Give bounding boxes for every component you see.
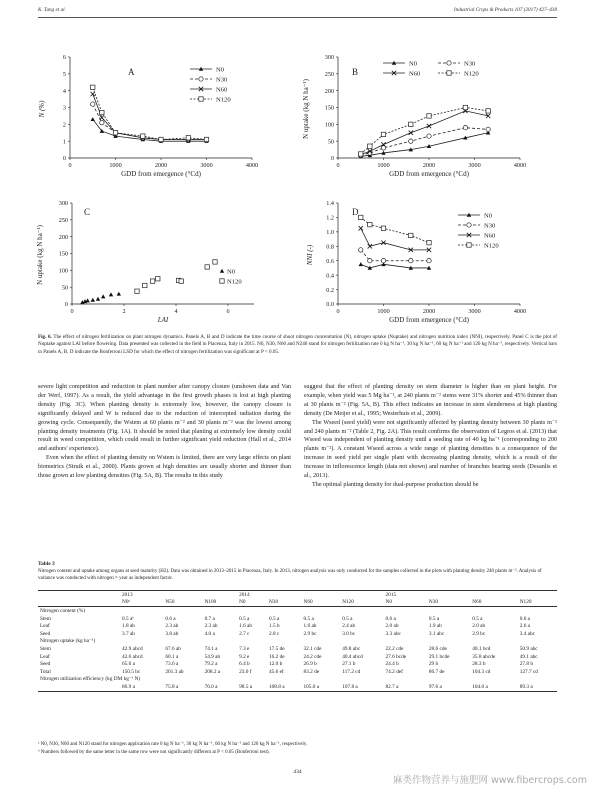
data-point-n120 xyxy=(463,105,467,109)
data-point-n30 xyxy=(409,259,413,263)
table-cell: 49.8 abc xyxy=(342,645,361,652)
table-cell: 73.6 a xyxy=(165,661,179,668)
x-tick-label: 2000 xyxy=(422,308,436,315)
table-cell: 2014 xyxy=(237,591,383,599)
data-point-n120 xyxy=(113,131,117,135)
table-cell: 0.5 a xyxy=(472,615,483,622)
table-section-row xyxy=(38,638,557,646)
table-cell: N30 xyxy=(428,599,438,606)
table-cell: 75.8 a xyxy=(165,683,179,690)
y-tick-label: 150 xyxy=(324,104,334,112)
y-tick-label: 150 xyxy=(58,250,68,258)
table-cell: 6.4 b xyxy=(239,661,250,668)
table-row xyxy=(38,630,557,638)
table-cell: 3.8 ab xyxy=(165,630,179,637)
y-tick-label: 1.2 xyxy=(326,214,334,222)
table-cell: 2.7 c xyxy=(239,630,250,637)
legend-marker xyxy=(447,71,451,75)
table-cell: 32.1 cde xyxy=(303,645,322,652)
series-line-n60 xyxy=(361,228,429,250)
legend-label: N120 xyxy=(464,70,479,78)
table-cell: 104.3 cd xyxy=(472,668,491,675)
legend-label: N30 xyxy=(216,76,228,84)
table-cell: 28.6 cde xyxy=(428,645,447,652)
x-tick-label: 2000 xyxy=(422,162,436,169)
y-tick-label: 300 xyxy=(58,200,68,208)
data-point-n0 xyxy=(91,298,95,302)
table-cell: 0.6 a xyxy=(165,615,176,622)
table-row xyxy=(38,683,557,691)
table-cell: 89.3 a xyxy=(519,683,533,690)
legend-label: N0 xyxy=(216,66,225,74)
y-tick-label: 0.4 xyxy=(326,272,334,280)
table-cell: Leaf xyxy=(40,623,50,630)
table-cell: 29 b xyxy=(428,661,439,668)
table-cell: 3.7 ab xyxy=(122,630,135,637)
table-cell: 35.8 abcde xyxy=(472,653,496,660)
y-tick-label: 200 xyxy=(58,233,68,241)
table-cell: 98.5 a xyxy=(239,683,253,690)
table-cell: 0.5 a xyxy=(303,615,314,622)
table-cell: 2.6 a xyxy=(519,623,531,630)
data-point-n120 xyxy=(156,277,160,281)
figure-caption xyxy=(38,334,557,356)
table-footnote-b: ᵇ Numbers followed by the same letter in the same row were not significantly different at P < 0.05 (Bonferroni test). xyxy=(38,750,270,755)
legend xyxy=(383,60,479,77)
table-cell: Nitrogen content (%) xyxy=(40,607,86,614)
data-point-n30 xyxy=(427,134,431,138)
data-point-n0 xyxy=(101,294,105,298)
data-point-n120 xyxy=(359,215,363,219)
watermark: 麻类作物营养与施肥网 www.fibercrops.com xyxy=(392,775,587,786)
table-caption: Nitrogen content and uptake among organs at seed maturity (H2). Data was obtained in 2013–2015 in Piacenza, Italy. In 2013, nitrogen analysis was only conducted for the samples collected in the plots with planting density 240 plants m⁻². Analysis of variance was conducted with nitrogen × year as independent factor. xyxy=(38,569,542,581)
table-cell: Total xyxy=(40,668,51,675)
x-tick-label: 3000 xyxy=(468,308,481,315)
paragraph: suggest that the effect of planting density on stem diameter is higher than on plant height. For example, when yield was 5 Mg ha⁻¹, at 240 plants m⁻² stems were 31% shorter and 45% thinner than at 30 plants m⁻² (Fig. 5A, B). This effect indicates an increase in stem slenderness at high planting density (De Meijer et al., 1995; Westerhuis et al., 2009). xyxy=(304,384,557,417)
data-point-n0 xyxy=(359,262,363,266)
table-cell: 105.0 a xyxy=(303,683,320,690)
x-tick-label: 3000 xyxy=(200,162,213,169)
y-tick-label: 1 xyxy=(62,138,66,146)
series-line-n0 xyxy=(361,133,488,157)
y-tick-label: 1.4 xyxy=(326,200,334,208)
data-point-n120 xyxy=(213,260,217,264)
table-cell: 27.6 bcde xyxy=(385,653,407,660)
x-tick-label: 6 xyxy=(226,308,230,315)
table-cell xyxy=(38,599,120,607)
table-cell: Seed xyxy=(40,661,51,668)
table-section-row xyxy=(38,607,557,615)
x-tick-label: 4000 xyxy=(513,162,527,169)
y-tick-label: 2 xyxy=(62,121,66,129)
x-tick-label: 3000 xyxy=(468,162,481,169)
data-point-n120 xyxy=(368,222,372,226)
table-cell: 74.2 def xyxy=(385,668,403,675)
table-cell: N0ᵃ xyxy=(122,599,130,606)
data-point-n120 xyxy=(427,240,431,244)
legend xyxy=(190,66,231,103)
table-cell: 2.0 ab xyxy=(385,623,399,630)
table-cell: 12.0 b xyxy=(268,661,283,668)
data-point-n0 xyxy=(85,298,89,302)
y-tick-label: 250 xyxy=(324,71,334,79)
data-point-n120 xyxy=(186,136,190,140)
table-row xyxy=(38,668,557,676)
x-tick-label: 4 xyxy=(174,308,178,315)
series-line-n120 xyxy=(361,217,429,242)
body-column-right xyxy=(304,383,557,490)
table-cell: 2.0 ab xyxy=(472,623,486,630)
legend-marker xyxy=(447,61,451,65)
figure-panel-c xyxy=(36,200,287,329)
table-cell: 83.2 de xyxy=(303,668,320,675)
legend-label: N0 xyxy=(409,60,418,68)
data-point-n120 xyxy=(135,289,139,293)
body-column-left xyxy=(38,383,291,481)
y-tick-label: 3 xyxy=(62,104,66,112)
table-cell: 2015 xyxy=(384,591,557,599)
legend-label: N60 xyxy=(409,70,421,78)
table-cell: 40.4 abcd xyxy=(342,653,363,660)
series-line-n0 xyxy=(361,264,429,268)
x-axis-label: GDD from emergence (°Cd) xyxy=(389,170,469,178)
table-cell: 24.4 b xyxy=(385,661,399,668)
legend-marker xyxy=(220,269,224,273)
data-point-n60 xyxy=(409,131,413,135)
data-point-n30 xyxy=(368,259,372,263)
series-line-n60 xyxy=(361,111,488,155)
table-cell: Nitrogen uptake (kg ha⁻¹) xyxy=(40,638,96,645)
table-cell: 76.0 a xyxy=(204,683,218,690)
data-point-n120 xyxy=(179,279,183,283)
table-section-row xyxy=(38,676,557,684)
legend-label: N120 xyxy=(484,242,499,250)
table-cell: 45.6 ef xyxy=(268,668,284,675)
table-title: Table 3 xyxy=(38,561,55,567)
data-point-n30 xyxy=(486,127,490,131)
panel-d-y-axis-label: NNI (-) xyxy=(306,244,314,266)
data-table xyxy=(38,590,557,692)
data-point-n0 xyxy=(109,292,113,296)
x-tick-label: 1000 xyxy=(109,162,122,169)
table-cell: 17.5 de xyxy=(268,645,285,652)
table-header-row xyxy=(38,599,557,607)
table-cell: 3.0 bc xyxy=(342,630,356,637)
y-tick-label: 100 xyxy=(58,267,68,275)
y-tick-label: 0.2 xyxy=(326,286,334,294)
table-cell: 7.3 e xyxy=(239,645,250,652)
table-cell: 28.3 b xyxy=(472,661,486,668)
y-tick-label: 0 xyxy=(330,155,334,163)
data-point-n120 xyxy=(150,279,154,283)
panel-c-letter: C xyxy=(84,207,91,217)
x-tick-label: 0 xyxy=(68,162,72,169)
y-tick-label: 0 xyxy=(62,155,66,163)
legend-label: N60 xyxy=(216,86,228,94)
y-tick-label: 6 xyxy=(62,54,66,62)
table-cell: 1.6 ab xyxy=(303,623,317,630)
y-tick-label: 200 xyxy=(324,87,334,95)
table-cell: 201.3 ab xyxy=(165,668,184,675)
figure-panel-d xyxy=(306,200,553,329)
table-cell: N100 xyxy=(204,599,217,606)
running-header-authors: K. Tang et al. xyxy=(38,7,66,13)
table-cell: 42.9 abcd xyxy=(122,645,143,652)
table-cell: 2.3 ab xyxy=(204,623,218,630)
series-line-n60 xyxy=(93,94,207,139)
table-cell: 0.5 a xyxy=(239,615,250,622)
table-cell: 0.7 a xyxy=(204,615,215,622)
table-cell: N120 xyxy=(519,599,532,606)
table-cell: 60.1 a xyxy=(165,653,179,660)
table-cell: 2.3 ab xyxy=(165,623,179,630)
x-axis-label: LAI xyxy=(157,316,169,324)
table-cell: 86.9 a xyxy=(122,683,135,690)
table-cell: 27.1 b xyxy=(342,661,356,668)
table-cell: 1.9 ab xyxy=(428,623,442,630)
table-cell: 24.2 cde xyxy=(303,653,322,660)
data-point-n0 xyxy=(117,292,121,296)
running-header-journal: Industrial Crops & Products 107 (2017) 427–438 xyxy=(453,7,557,13)
table-cell: 9.2 e xyxy=(239,653,250,660)
table-cell: 27.8 b xyxy=(519,661,533,668)
table-cell: N120 xyxy=(342,599,354,606)
data-point-n30 xyxy=(359,248,363,252)
data-point-n120 xyxy=(204,137,208,141)
paragraph: severe light competition and reduction in plant number after canopy closure (unshown data and Van der Werf, 1997). As a result, the yield advantage in the first growth phases is lost at high planting density (Fig. 3C). When planting density is extremely low, however, the canopy closure is significantly delayed and W is reduced due to the reduction of intercepted radiation during the growing cycle. Consequently, the Wstem at 60 plants m⁻² and 30 plants m⁻² was the lowest among planting density treatments (Fig. 1A). It should be noted that planting at extremely low density could result in weed competition, which could result in further significant yield reduction (Hall et al., 2014 and authors' experience). xyxy=(38,384,291,453)
table-cell: 65.0 a xyxy=(122,661,135,668)
y-tick-label: 250 xyxy=(58,217,68,225)
panel-b-letter: B xyxy=(352,67,359,77)
table-row xyxy=(38,653,557,661)
legend-marker xyxy=(220,279,224,283)
table-cell: Stem xyxy=(40,615,51,622)
table-cell: 49.1 abc xyxy=(519,653,538,660)
data-point-n30 xyxy=(463,126,467,130)
legend-label: N120 xyxy=(216,96,231,104)
table-cell xyxy=(38,683,120,691)
table-cell: N0 xyxy=(385,599,393,606)
legend-label: N0 xyxy=(484,212,493,220)
table-cell: 2.9 bc xyxy=(303,630,317,637)
y-tick-label: 300 xyxy=(324,54,334,62)
table-cell: 1.5 b xyxy=(268,623,280,630)
table-cell: 2.8 c xyxy=(268,630,280,637)
table-cell: 2.4 ab xyxy=(342,623,356,630)
data-point-n120 xyxy=(359,152,363,156)
legend xyxy=(458,212,499,249)
table-cell: 50.9 abc xyxy=(519,645,538,652)
header-rule xyxy=(38,17,557,18)
y-tick-label: 100 xyxy=(324,121,334,129)
y-tick-label: 0 xyxy=(64,301,68,309)
y-tick-label: 50 xyxy=(327,138,334,146)
x-axis-label: GDD from emergence (°Cd) xyxy=(389,316,469,324)
figure-panel-a xyxy=(38,54,285,183)
table-cell: 127.7 cd xyxy=(519,668,538,675)
table-cell: 16.2 de xyxy=(268,653,285,660)
table-cell: 0.5 aᵇ xyxy=(122,615,134,622)
panel-c-y-axis-label: N uptake (kg N ha⁻¹) xyxy=(36,225,44,285)
y-tick-label: 5 xyxy=(62,71,66,79)
table-footnote-a: ᵃ N0, N30, N60 and N120 stand for nitrogen application rate 0 kg N ha⁻¹, 30 kg N ha⁻¹, 60 kg N ha⁻¹ and 120 kg N ha⁻¹, respectively. xyxy=(38,742,308,747)
table-cell: 150.5 bc xyxy=(122,668,141,675)
table-row xyxy=(38,622,557,630)
table-cell: 0.5 a xyxy=(342,615,353,622)
data-point-n120 xyxy=(159,137,163,141)
x-tick-label: 2000 xyxy=(154,162,168,169)
table-cell: 4.0 a xyxy=(204,630,215,637)
data-point-n120 xyxy=(409,233,413,237)
table-cell: 2.9 bc xyxy=(472,630,486,637)
table-cell: 42.6 abcd xyxy=(122,653,143,660)
table-cell: Seed xyxy=(40,630,51,637)
table-cell: 22.2 cde xyxy=(385,645,404,652)
table-cell: Stem xyxy=(40,645,51,652)
table-cell: 29.1 bcde xyxy=(428,653,450,660)
legend-label: N120 xyxy=(227,278,242,286)
legend-marker xyxy=(199,77,203,81)
table-cell: 86.7 de xyxy=(428,668,445,675)
y-tick-label: 0.0 xyxy=(326,301,334,309)
data-point-n0 xyxy=(96,297,100,301)
table-cell: 74.1 a xyxy=(204,645,218,652)
table-cell: 0.5 a xyxy=(268,615,280,622)
table-cell: N30 xyxy=(268,599,279,606)
paragraph: Even when the effect of planting density on Wstem is limited, there are very large effects on plant biometrics (Struik et al., 2000). Plants grown at high densities are usually shorter and thinner than those grown at low planting densities (Fig. 5A, B). The results in this study xyxy=(38,455,291,480)
table-cell: 3.3 abc xyxy=(385,630,401,637)
y-tick-label: 1.0 xyxy=(326,229,334,237)
table-cell: 0.6 a xyxy=(385,615,396,622)
panel-a-letter: A xyxy=(128,67,135,77)
data-point-n120 xyxy=(368,144,372,148)
data-point-n30 xyxy=(381,259,385,263)
table-cell: 79.2 a xyxy=(204,661,218,668)
table-row xyxy=(38,645,557,653)
data-point-n30 xyxy=(91,102,95,106)
x-tick-label: 1000 xyxy=(377,162,390,169)
table-year-row xyxy=(38,591,557,599)
table-cell: 26.9 b xyxy=(303,661,317,668)
series-line-n120 xyxy=(93,87,207,139)
table-cell: 208.2 a xyxy=(204,668,221,675)
legend-label: N30 xyxy=(484,222,496,230)
x-tick-label: 0 xyxy=(336,162,340,169)
data-point-n60 xyxy=(427,124,431,128)
table-cell: 0.5 a xyxy=(428,615,440,622)
table-cell: N60 xyxy=(303,599,313,606)
data-point-n120 xyxy=(143,283,147,287)
table-cell: 3.1 abc xyxy=(428,630,445,637)
data-point-n120 xyxy=(427,114,431,118)
table-cell: N0 xyxy=(239,599,246,606)
data-point-n30 xyxy=(427,259,431,263)
legend-label: N30 xyxy=(464,60,476,68)
table-row xyxy=(38,660,557,668)
paragraph: The Wseed (seed yield) were not significantly affected by planting density between 30 plants m⁻² and 240 plants m⁻² (Table 2, Fig. 2A). This result confirms the observation of Legros et al. (2013) that Wseed was independent of planting density until a seeding rate of 40 kg ha⁻¹ (corresponding to 200 plants m⁻²). A constant Wseed across a wide range of planting densities is a consequence of the increase in seed yield per single plant with decreasing planting density, which is a result of the increase in inflorescence length (data not shown) and number of branches bearing seeds (Desanlis et al., 2013). xyxy=(304,419,557,480)
data-point-n30 xyxy=(409,139,413,143)
legend-label: N0 xyxy=(227,268,236,276)
data-point-n120 xyxy=(100,110,104,114)
data-point-n120 xyxy=(91,85,95,89)
table-cell xyxy=(38,591,120,599)
data-point-n60 xyxy=(359,226,363,230)
data-point-n30 xyxy=(100,120,104,124)
table-cell: 54.9 ab xyxy=(204,653,221,660)
table-cell: Leaf xyxy=(40,653,50,660)
table-cell: 40.1 bcd xyxy=(472,645,491,652)
table-row xyxy=(38,615,557,623)
data-point-n0 xyxy=(91,117,95,121)
figure-panel-b xyxy=(302,54,553,183)
x-tick-label: 0 xyxy=(336,308,340,315)
series-line-n30 xyxy=(361,128,488,156)
table-cell: 23.0 f xyxy=(239,668,252,675)
page-number: 434 xyxy=(293,769,302,775)
x-tick-label: 0 xyxy=(70,308,74,315)
table-cell: 1.6 ab xyxy=(239,623,253,630)
table-cell: 1.8 ab xyxy=(122,623,135,630)
data-point-n120 xyxy=(381,132,385,136)
data-point-n120 xyxy=(205,265,209,269)
table-cell: 97.6 a xyxy=(428,683,442,690)
x-tick-label: 1000 xyxy=(377,308,390,315)
data-point-n120 xyxy=(409,122,413,126)
table-cell: N60 xyxy=(472,599,482,606)
x-tick-label: 2 xyxy=(122,308,126,315)
table-cell: 117.2 cd xyxy=(342,668,361,675)
panel-d-letter: D xyxy=(352,207,359,217)
x-tick-label: 4000 xyxy=(245,162,259,169)
table-cell: 108.8 a xyxy=(268,683,285,690)
figure-caption-text: The effect of nitrogen fertilization on plant nitrogen dynamics. Panels A, B and D indicate the time course of shoot nitrogen concentration (N), nitrogen uptake (Nuptake) and nitrogen nutrition index (NNI), respectively. Panel C is the plot of Nuptake against LAI before flowering. Data presented was collected in the field in Piacenza, Italy in 2015. N0, N30, N60 and N240 stand for nitrogen fertilization rate 0 kg N ha⁻¹, 30 kg N ha⁻¹, 60 kg N ha⁻¹ and 120 kg N ha⁻¹, respectively. Vertical bars in Panels A, B, D indicate the Bonferroni LSD for which the effect of nitrogen fertilization was significant at P < 0.05. xyxy=(38,334,557,355)
data-point-n120 xyxy=(486,109,490,113)
table-cell: 67.6 ab xyxy=(165,645,181,652)
table-cell: 107.8 a xyxy=(342,683,358,690)
panel-b-y-axis-label: N uptake (kg N ha⁻¹) xyxy=(302,79,310,139)
table-cell: Nitrogen utilization efficiency (kg DM kg⁻¹ N) xyxy=(40,676,141,683)
table-cell: 2013 xyxy=(120,591,237,599)
paragraph: The optimal planting density for dual-purpose production should be xyxy=(312,481,479,488)
y-tick-label: 50 xyxy=(61,284,68,292)
table-cell: 3.4 abc xyxy=(519,630,536,637)
data-point-n120 xyxy=(141,134,145,138)
y-tick-label: 0.6 xyxy=(326,257,334,265)
y-tick-label: 0.8 xyxy=(326,243,334,251)
data-point-n120 xyxy=(381,226,385,230)
legend-marker xyxy=(467,243,471,247)
table-cell: 82.7 a xyxy=(385,683,399,690)
data-point-n60 xyxy=(100,115,104,119)
legend xyxy=(220,268,243,285)
legend-marker xyxy=(199,97,203,101)
panel-a-y-axis-label: N (%) xyxy=(38,100,46,118)
table-cell: 0.6 a xyxy=(519,615,531,622)
x-tick-label: 4000 xyxy=(513,308,527,315)
legend-marker xyxy=(467,223,471,227)
legend-label: N60 xyxy=(484,232,496,240)
table-cell: N50 xyxy=(165,599,175,606)
figure-caption-label: Fig. 6. xyxy=(38,334,52,340)
y-tick-label: 4 xyxy=(62,87,66,95)
x-axis-label: GDD from emergence (°Cd) xyxy=(121,170,201,178)
table-cell: 104.0 a xyxy=(472,683,488,690)
